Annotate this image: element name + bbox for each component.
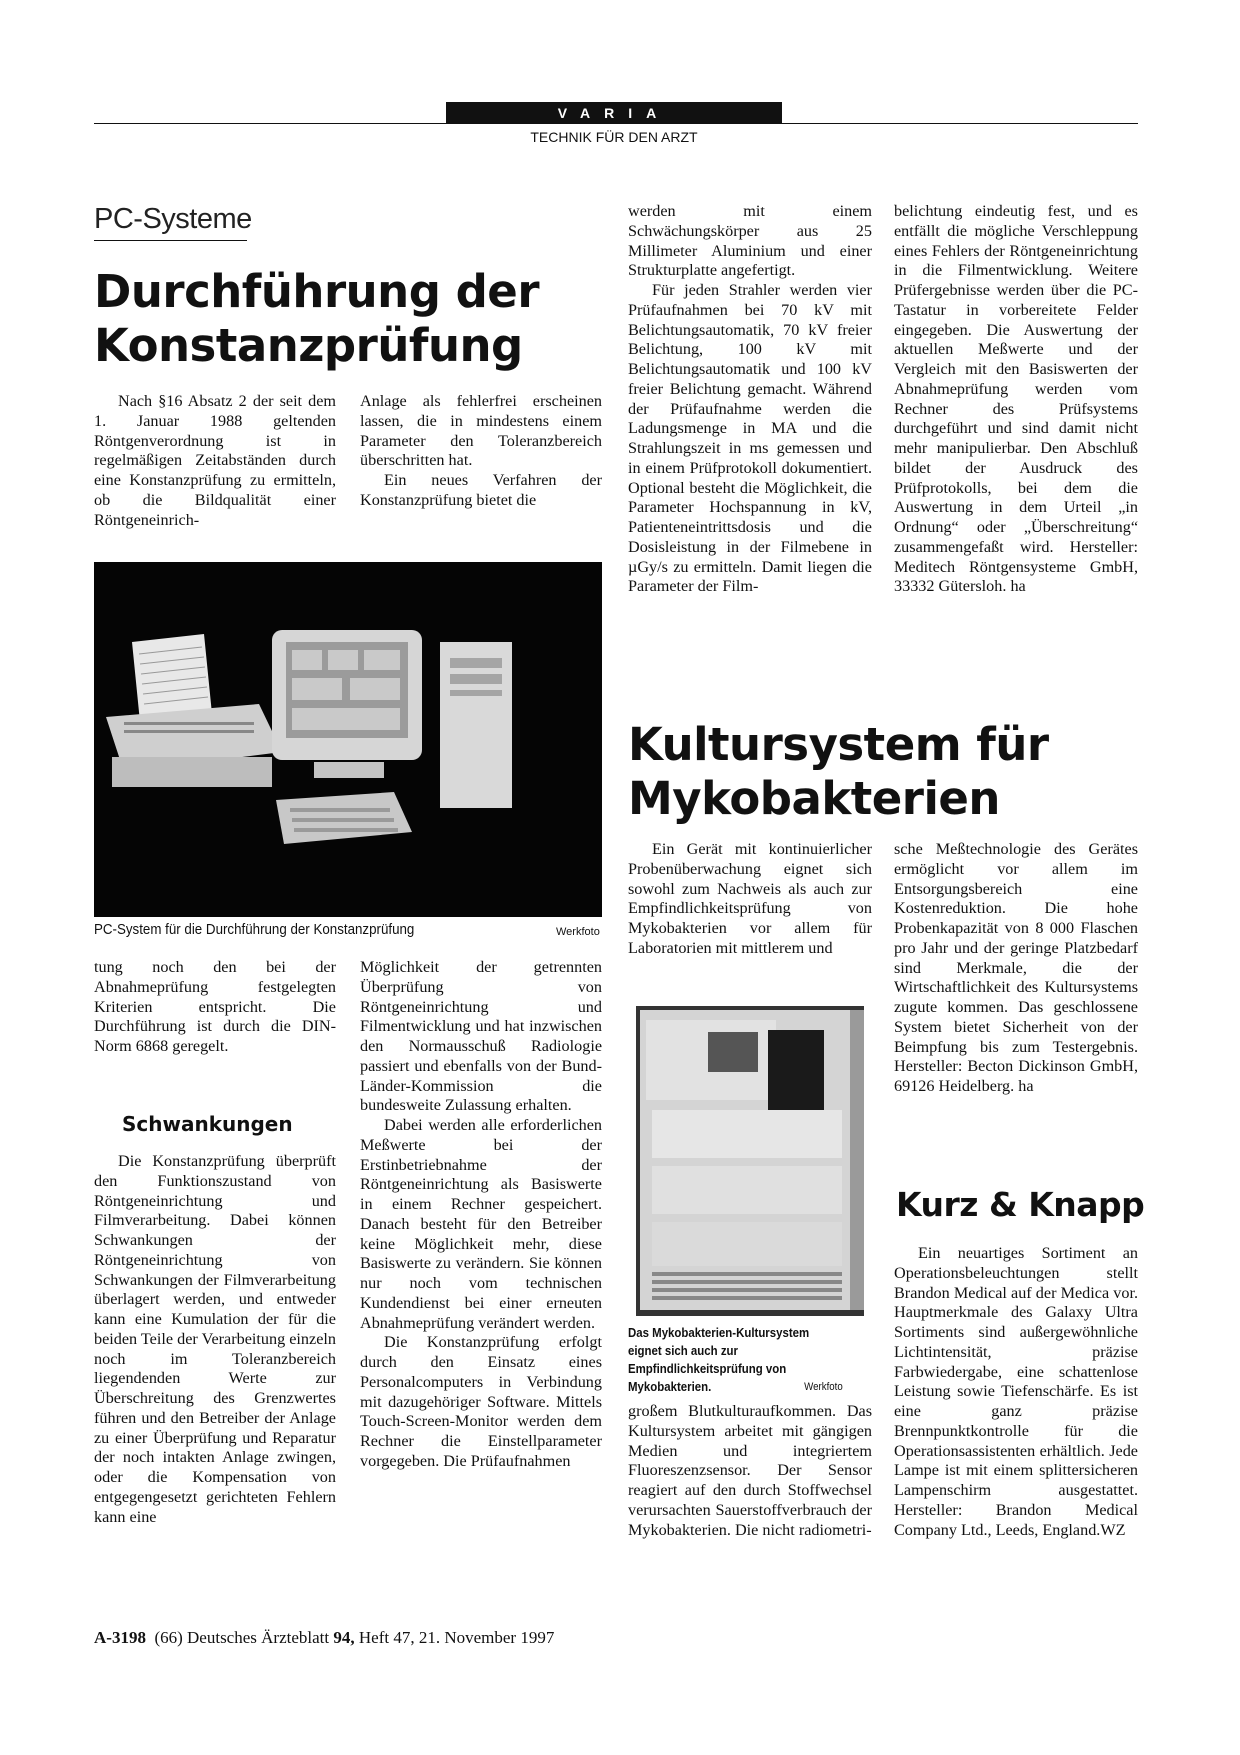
article1-headline-line2: Konstanzprüfung [94, 319, 523, 372]
header-rule [94, 123, 1138, 124]
article1-col1-bottom [94, 958, 336, 1057]
photo2-caption [628, 1324, 843, 1396]
article1-kicker: PC-Systeme [94, 203, 252, 235]
paragraph: großem Blutkulturaufkommen. Das Kultursystem arbeitet mit gängigen Medien und integriertem Fluoreszenzsensor. Der Sensor reagiert auf den durch Stoffwechsel verursachten Sauerstoffverbrauch der Mykobakterien. Die nicht radiometri- [628, 1402, 872, 1539]
paragraph: Ein neuartiges Sortiment an Operationsbeleuchtungen stellt Brandon Medical auf der Medica vor. Hauptmerkmale des Galaxy Ultra Sortiments sind außergewöhnliche Lichtintensität, präzise Farbwiedergabe, eine schattenlose Leistung sowie Tiefenschärfe. Es ist eine ganz präzise Brennpunktkontrolle für die Operationsassistenten erhältlich. Jede Lampe ist mit einem splittersicheren Lampenschirm ausgestattet. Hersteller: Brandon Medical Company Ltd., Leeds, England.WZ [894, 1244, 1138, 1539]
photo2-credit: Werkfoto [804, 1381, 843, 1393]
article3-headline: Kurz & Knapp [896, 1185, 1145, 1224]
photo1-credit: Werkfoto [556, 926, 600, 938]
paragraph: Möglichkeit der getrennten Überprüfung von Röntgeneinrichtung und Filmentwicklung und hat inzwischen den Normausschuß Radiologie passiert und ebenfalls von der Bund-Länder-Kommission die bundesweite Zulassung erhalten. [360, 958, 602, 1115]
article1-headline-line1: Durchführung der [94, 265, 540, 318]
article1-col3 [628, 202, 872, 597]
culture-system-photo [628, 1000, 872, 1320]
article2-headline-line2: Mykobakterien [628, 772, 1000, 825]
paragraph: werden mit einem Schwächungskörper aus 25 Millimeter Aluminium und einer Strukturplatte angefertigt. [628, 202, 872, 280]
article2-headline [628, 718, 1049, 826]
paragraph: belichtung eindeutig fest, und es entfällt die mögliche Verschleppung eines Fehlers der Röntgeneinrichtung in die Filmentwicklung. Weitere Prüfergebnisse werden über die PC-Tastatur in vorbereitete Felder eingegeben. Die Auswertung der aktuellen Meßwerte und der Vergleich mit den Basiswerten der Abnahmeprüfung werden vom Rechner des Prüfsystems durchgeführt und sind damit nicht mehr manipulierbar. Den Abschluß bildet der Ausdruck des Prüfprotokolls, bei dem die Auswertung in dem Urteil „in Ordnung“ oder „Überschreitung“ zusammengefaßt wird. Hersteller: Meditech Röntgensysteme GmbH, 33332 Gütersloh. ha [894, 202, 1138, 596]
article2-col4 [894, 840, 1138, 1097]
article1-col1-after-sub [94, 1152, 336, 1527]
article1-col2-bottom [360, 958, 602, 1472]
paragraph: sche Meßtechnologie des Gerätes ermöglicht vor allem im Entsorgungsbereich eine Kostenreduktion. Die hohe Probenkapazität von 8 000 Flaschen pro Jahr und der geringe Platzbedarf sind Merkmale, die der Wirtschaftlichkeit des Kultursystems zugute kommen. Das geschlossene System bietet Sicherheit von der Beimpfung bis zum Testergebnis. Hersteller: Becton Dickinson GmbH, 69126 Heidelberg. ha [894, 840, 1138, 1095]
paragraph: Für jeden Strahler werden vier Prüfaufnahmen bei 70 kV mit Belichtungsautomatik, 70 kV freier Belichtung, 100 kV mit Belichtungsautomatik und 100 kV freier Belichtung gemacht. Während der Prüfaufnahme werden die Ladungsmenge in MA und die Strahlungszeit in ms gemessen und in einem Prüfprotokoll dokumentiert. Optional besteht die Möglichkeit, die Parameter Hochspannung in kV, Patienteneintrittsdosis und die Dosisleistung in der Filmebene in µGy/s zu ermitteln. Damit liegen die Parameter der Film- [628, 281, 872, 596]
paragraph: tung noch den bei der Abnahmeprüfung festgelegten Kriterien entspricht. Die Durchführung ist durch die DIN-Norm 6868 geregelt. [94, 958, 336, 1055]
article3-body [894, 1244, 1138, 1540]
footer-issue: Heft 47, 21. November 1997 [358, 1628, 555, 1647]
kicker-underline [94, 240, 247, 241]
photo2-caption-text: Das Mykobakterien-Kultursystem eignet sich auch zur Empfindlichkeitsprüfung von Mykobakterien. [628, 1325, 810, 1394]
paragraph: Ein Gerät mit kontinuierlicher Probenüberwachung eignet sich sowohl zum Nachweis als auch zur Empfindlichkeitsprüfung von Mykobakterien vor allem für Laboratorien mit mittlerem und [628, 840, 872, 957]
article1-headline [94, 265, 539, 373]
photo1-caption: PC-System für die Durchführung der Konstanzprüfung [94, 922, 415, 938]
paragraph: Ein neues Verfahren der Konstanzprüfung bietet die [360, 471, 602, 509]
page-code: A-3198 [94, 1628, 146, 1647]
pc-system-illustration [94, 562, 602, 917]
paragraph: Nach §16 Absatz 2 der seit dem 1. Januar 1988 geltenden Röntgenverordnung ist in regelmäßigen Zeitabständen durch eine Konstanzprüfung zu ermitteln, ob die Bildqualität einer Röntgeneinrich- [94, 392, 336, 529]
page-footer [94, 1628, 554, 1648]
culture-system-illustration [628, 1000, 872, 1320]
article2-col3-bottom [628, 1402, 872, 1540]
paragraph: Die Konstanzprüfung erfolgt durch den Einsatz eines Personalcomputers in Verbindung mit dazugehöriger Software. Mittels Touch-Screen-Monitor werden dem Rechner die Einstellparameter vorgegeben. Die Prüfaufnahmen [360, 1333, 602, 1470]
article1-col1-top [94, 392, 336, 530]
paragraph: Anlage als fehlerfrei erscheinen lassen, die in mindestens einem Parameter den Toleranzbereich überschritten hat. [360, 392, 602, 470]
pc-system-photo [94, 562, 602, 917]
paragraph: Die Konstanzprüfung überprüft den Funktionszustand von Röntgeneinrichtung und Filmverarbeitung. Dabei können Schwankungen der Röntgeneinrichtung von Schwankungen der Filmverarbeitung überlagert werden, und entweder kann eine Kumulation der für die beiden Teile der Verarbeitung einzeln noch im Toleranzbereich liegendenden Werte zur Überschreitung des Grenzwertes führen und den Betreiber der Anlage zu einer Überprüfung und Reparatur der noch intakten Anlage zwingen, oder die Kompensation von entgegengesetzt gerichteten Fehlern kann eine [94, 1152, 336, 1526]
article1-col4 [894, 202, 1138, 597]
article1-col2-top [360, 392, 602, 511]
subheading-schwankungen: Schwankungen [122, 1112, 293, 1136]
article2-headline-line1: Kultursystem für [628, 718, 1049, 771]
section-bar: VARIA [446, 102, 782, 124]
section-label: TECHNIK FÜR DEN ARZT [530, 129, 698, 145]
footer-volume: 94, [333, 1628, 355, 1647]
article2-col3-top [628, 840, 872, 959]
paragraph: Dabei werden alle erforderlichen Meßwerte bei der Erstinbetriebnahme der Röntgeneinrichtung als Basiswerte in einem Rechner gespeichert. Danach besteht für den Betreiber keine Möglichkeit mehr, diese Basiswerte zu verändern. Sie können nur noch vom technischen Kundendienst bei einer erneuten Abnahmeprüfung verändert werden. [360, 1116, 602, 1332]
footer-publication: (66) Deutsches Ärzteblatt [154, 1628, 330, 1647]
